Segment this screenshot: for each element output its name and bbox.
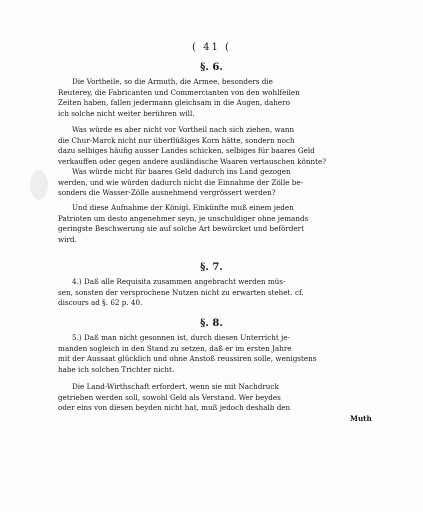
text-line: mit der Aussaat glücklich und ohne Anstoß reussiren solle, wenigstens	[58, 354, 317, 363]
text-line: werden, und wie würden dadurch nicht die Einnahme der Zölle be-	[58, 177, 304, 187]
text-line: geringste Beschwerung sie auf solche Art bewürcket und befördert	[58, 224, 304, 233]
text-line: ich solche nicht weiter berühren will.	[58, 108, 195, 118]
text-line: die Chur-Marck nicht nur überflüßiges Korn hätte, sondern noch	[58, 135, 295, 145]
text-line: Patrioten um desto angenehmer seyn, je unschuldiger ohne jemands	[58, 213, 309, 223]
paragraph-requisita	[58, 277, 370, 309]
text-line: sen, sonsten der versprochene Nutzen nicht zu erwarten stehet. cf.	[58, 287, 304, 297]
text-line: Zeiten haben, fallen jedermann gleichsam in die Augen, dahero	[58, 98, 290, 107]
text-line: dazu selbiges häufig ausser Landes schicken, selbiges für baares Geld	[58, 146, 315, 155]
text-line: verkauffen oder gegen andere ausländische Waaren vertauschen könnte?	[58, 156, 327, 166]
paragraph-agriculture	[58, 382, 370, 414]
text-line: Die Vortheile, so die Armuth, die Armee, besonders die	[72, 77, 273, 86]
section-heading-8: §. 8.	[200, 318, 223, 329]
section-heading-7: §. 7.	[200, 262, 223, 273]
paragraph-advantages	[58, 77, 370, 119]
text-line: habe ich solchen Trichter nicht.	[58, 364, 175, 374]
text-line: Was würde es aber nicht vor Vortheil nach sich ziehen, wann	[72, 125, 295, 134]
catchword: Muth	[350, 414, 372, 423]
text-line: Die Land-Wirthschaft erfordert, wenn sie mit Nachdruck	[72, 382, 279, 391]
page-number: ( 41 (	[192, 42, 231, 53]
text-line: Was würde nicht für baares Geld dadurch ins Land gezogen	[72, 167, 291, 176]
text-line: Und diese Aufnahme der Königl. Einkünfte muß einem jeden	[72, 203, 294, 212]
text-line: oder eins von diesen beyden nicht hat, muß jedoch deshalb den	[58, 403, 291, 412]
paragraph-chur-marck	[58, 125, 370, 199]
text-line: sonders die Wasser-Zölle ausnehmend vergrössert werden?	[58, 188, 276, 197]
text-line: manden sogleich in den Stand zu setzen, daß er im ersten Jahre	[58, 343, 292, 353]
paragraph-royal-income	[58, 203, 370, 245]
paper-stain	[30, 170, 48, 200]
text-line: wird.	[58, 234, 77, 244]
text-line: discours ad §. 62 p. 40.	[58, 298, 143, 307]
text-line: Reuterey, die Fabricanten und Commercianten von den wohlfeilen	[58, 87, 300, 97]
text-line: getrieben werden soll, sowohl Geld als Verstand. Wer beydes	[58, 392, 281, 402]
paragraph-instruction	[58, 333, 370, 375]
section-heading-6: §. 6.	[200, 62, 223, 73]
text-line: 5.) Daß man nicht gesonnen ist, durch diesen Unterricht je-	[72, 333, 290, 342]
text-line: 4.) Daß alle Requisita zusammen angebracht werden müs-	[72, 277, 286, 286]
